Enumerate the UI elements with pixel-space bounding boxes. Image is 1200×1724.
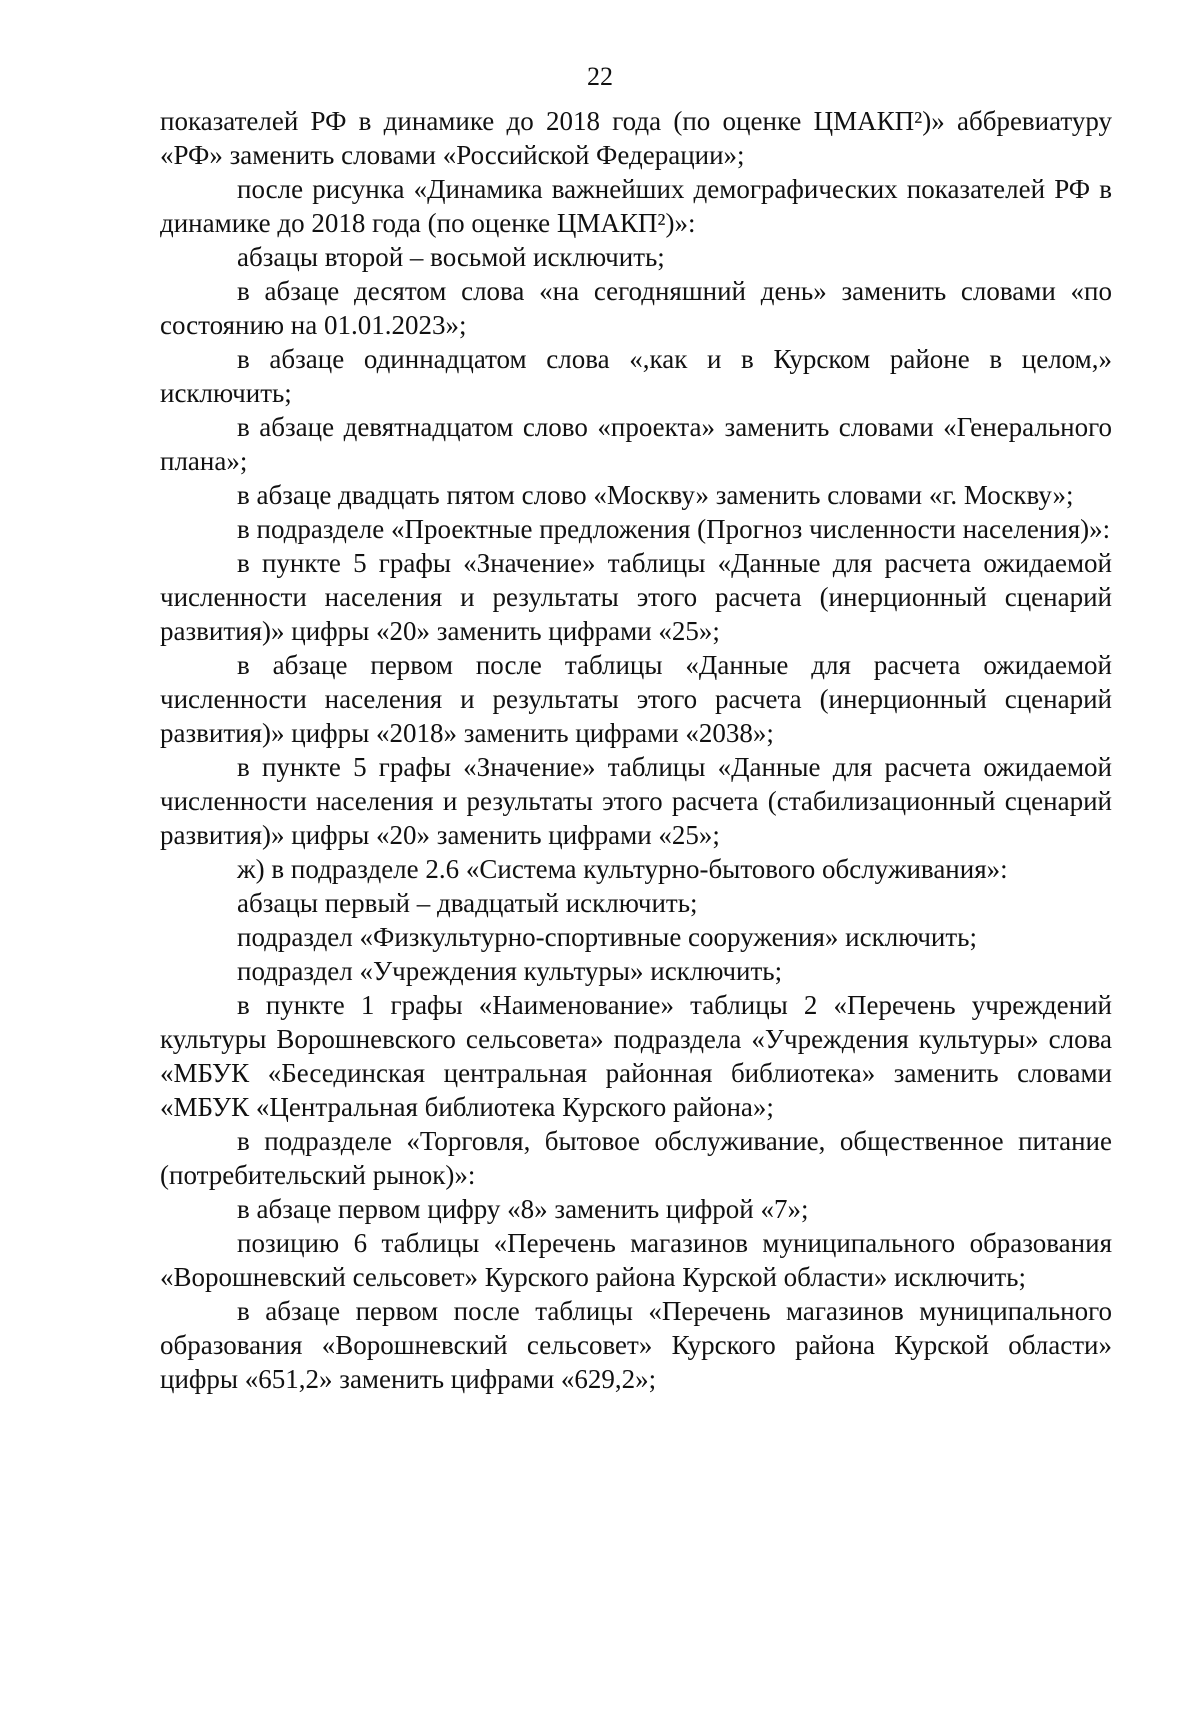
paragraph: в пункте 5 графы «Значение» таблицы «Данные для расчета ожидаемой численности населения и результаты этого расчета (стабилизационный сценарий развития)» цифры «20» заменить цифрами «25»; xyxy=(160,752,1112,850)
paragraph: в пункте 5 графы «Значение» таблицы «Данные для расчета ожидаемой численности населения и результаты этого расчета (инерционный сценарий развития)» цифры «20» заменить цифрами «25»; xyxy=(160,548,1112,646)
paragraph: в абзаце первом после таблицы «Данные для расчета ожидаемой численности населения и результаты этого расчета (инерционный сценарий развития)» цифры «2018» заменить цифрами «2038»; xyxy=(160,650,1112,748)
paragraph: подраздел «Физкультурно-спортивные сооружения» исключить; xyxy=(237,922,977,952)
page-number: 22 xyxy=(587,62,613,91)
paragraph: подраздел «Учреждения культуры» исключить; xyxy=(237,956,783,986)
paragraph: в абзаце первом цифру «8» заменить цифрой «7»; xyxy=(237,1194,809,1224)
paragraph: показателей РФ в динамике до 2018 года (по оценке ЦМАКП²)» аббревиатуру «РФ» заменить словами «Российской Федерации»; xyxy=(160,106,1112,170)
paragraph: ж) в подразделе 2.6 «Система культурно-бытового обслуживания»: xyxy=(237,854,1008,884)
paragraph: в абзаце первом после таблицы «Перечень магазинов муниципального образования «Ворошневский сельсовет» Курского района Курской области» цифры «651,2» заменить цифрами «629,2»; xyxy=(160,1296,1112,1394)
paragraph: в абзаце двадцать пятом слово «Москву» заменить словами «г. Москву»; xyxy=(237,480,1074,510)
paragraph: в абзаце десятом слова «на сегодняшний день» заменить словами «по состоянию на 01.01.2023»; xyxy=(160,276,1112,340)
paragraph: в абзаце одиннадцатом слова «,как и в Курском районе в целом,» исключить; xyxy=(160,344,1112,408)
paragraph: в подразделе «Проектные предложения (Прогноз численности населения)»: xyxy=(237,514,1111,544)
paragraph: после рисунка «Динамика важнейших демографических показателей РФ в динамике до 2018 года (по оценке ЦМАКП²)»: xyxy=(160,174,1112,238)
paragraph: абзацы первый – двадцатый исключить; xyxy=(237,888,698,918)
paragraph: абзацы второй – восьмой исключить; xyxy=(237,242,665,272)
paragraph: в абзаце девятнадцатом слово «проекта» заменить словами «Генерального плана»; xyxy=(160,412,1112,476)
document-body xyxy=(160,104,1112,1396)
paragraph: позицию 6 таблицы «Перечень магазинов муниципального образования «Ворошневский сельсовет» Курского района Курской области» исключить; xyxy=(160,1228,1112,1292)
paragraph: в подразделе «Торговля, бытовое обслуживание, общественное питание (потребительский рынок)»: xyxy=(160,1126,1112,1190)
paragraph: в пункте 1 графы «Наименование» таблицы 2 «Перечень учреждений культуры Ворошневского сельсовета» подраздела «Учреждения культуры» слова «МБУК «Бесединская центральная районная библиотека» заменить словами «МБУК «Центральная библиотека Курского района»; xyxy=(160,990,1112,1122)
